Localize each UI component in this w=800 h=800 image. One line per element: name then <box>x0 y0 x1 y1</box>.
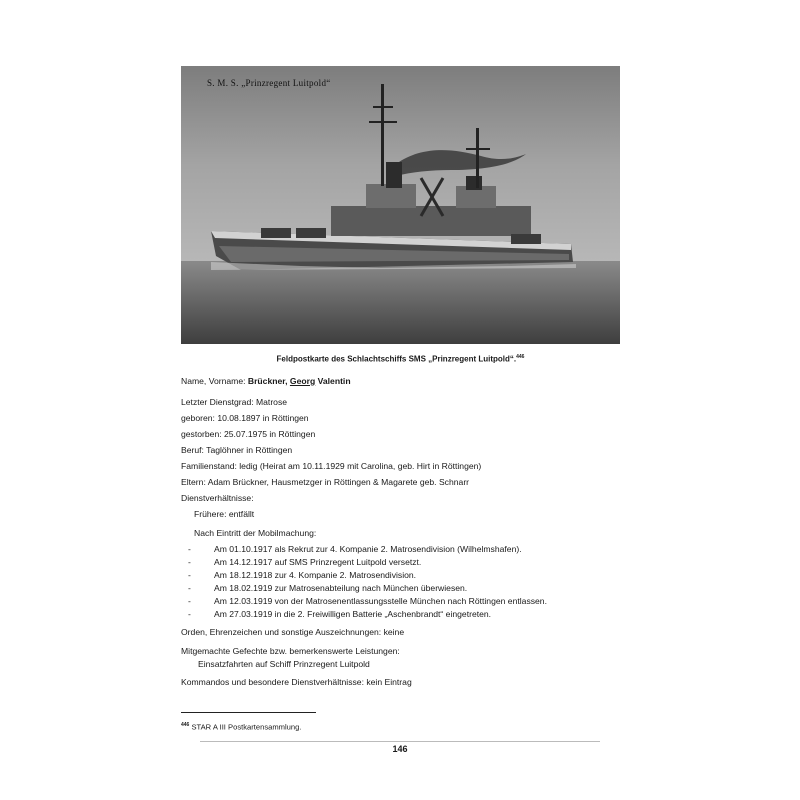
family-line: Familienstand: ledig (Heirat am 10.11.1929 mit Carolina, geb. Hirt in Röttingen) <box>181 461 482 471</box>
photo-inner-caption: S. M. S. „Prinzregent Luitpold“ <box>207 78 331 88</box>
page-divider <box>200 741 600 742</box>
service-item-text: Am 01.10.1917 als Rekrut zur 4. Kompanie 2. Matrosendivision (Wilhelmshafen). <box>214 544 522 554</box>
service-item: - Am 27.03.1919 in die 2. Freiwilligen Batterie „Aschenbrandt“ eingetreten. <box>188 609 492 619</box>
service-item: - Am 14.12.1917 auf SMS Prinzregent Luitpold versetzt. <box>188 557 422 567</box>
earlier-service: Frühere: entfällt <box>194 509 255 519</box>
service-item: - Am 01.10.1917 als Rekrut zur 4. Kompanie 2. Matrosendivision (Wilhelmshafen). <box>188 544 522 554</box>
ship-photo <box>181 66 620 344</box>
battles-heading: Mitgemachte Gefechte bzw. bemerkenswerte Leistungen: <box>181 646 400 656</box>
footnote-divider <box>181 712 316 713</box>
died-line: gestorben: 25.07.1975 in Röttingen <box>181 429 316 439</box>
name-line <box>181 376 351 386</box>
parents-line: Eltern: Adam Brückner, Hausmetzger in Röttingen & Magarete geb. Schnarr <box>181 477 470 487</box>
rank-line: Letzter Dienstgrad: Matrose <box>181 397 288 407</box>
service-item-text: Am 12.03.1919 von der Matrosenentlassungsstelle München nach Röttingen entlassen. <box>214 596 547 606</box>
service-heading: Dienstverhältnisse: <box>181 493 254 503</box>
battles-item: Einsatzfahrten auf Schiff Prinzregent Luitpold <box>198 659 370 669</box>
service-item-text: Am 14.12.1917 auf SMS Prinzregent Luitpold versetzt. <box>214 557 422 567</box>
commands-line: Kommandos und besondere Dienstverhältnisse: kein Eintrag <box>181 677 412 687</box>
orders-line: Orden, Ehrenzeichen und sonstige Auszeichnungen: keine <box>181 627 405 637</box>
surname: Brückner, <box>247 376 290 386</box>
born-line: geboren: 10.08.1897 in Röttingen <box>181 413 309 423</box>
footnote-text: STAR A III Postkartensammlung. <box>189 722 302 732</box>
service-item-text: Am 18.02.1919 zur Matrosenabteilung nach München überwiesen. <box>214 583 468 593</box>
service-item-text: Am 18.12.1918 zur 4. Kompanie 2. Matrosendivision. <box>214 570 417 580</box>
footnote-number: 446 <box>181 722 190 728</box>
job-line: Beruf: Taglöhner in Röttingen <box>181 445 293 455</box>
footnote <box>181 722 301 732</box>
photo-caption <box>181 354 620 364</box>
first-name: Georg <box>289 376 316 386</box>
mobilization-heading: Nach Eintritt der Mobilmachung: <box>194 528 317 538</box>
photo-caption-text: Feldpostkarte des Schlachtschiffs SMS „Prinzregent Luitpold“. <box>276 354 517 364</box>
service-item: - Am 18.02.1919 zur Matrosenabteilung nach München überwiesen. <box>188 583 468 593</box>
service-item: - Am 12.03.1919 von der Matrosenentlassungsstelle München nach Röttingen entlassen. <box>188 596 547 606</box>
page-number: 146 <box>392 744 408 754</box>
footnote-ref: 446 <box>516 354 525 360</box>
middle-name: Valentin <box>315 376 351 386</box>
battleship-illustration <box>181 66 620 344</box>
service-item-text: Am 27.03.1919 in die 2. Freiwilligen Batterie „Aschenbrandt“ eingetreten. <box>214 609 492 619</box>
name-label: Name, Vorname: <box>181 376 248 386</box>
service-item: - Am 18.12.1918 zur 4. Kompanie 2. Matrosendivision. <box>188 570 417 580</box>
